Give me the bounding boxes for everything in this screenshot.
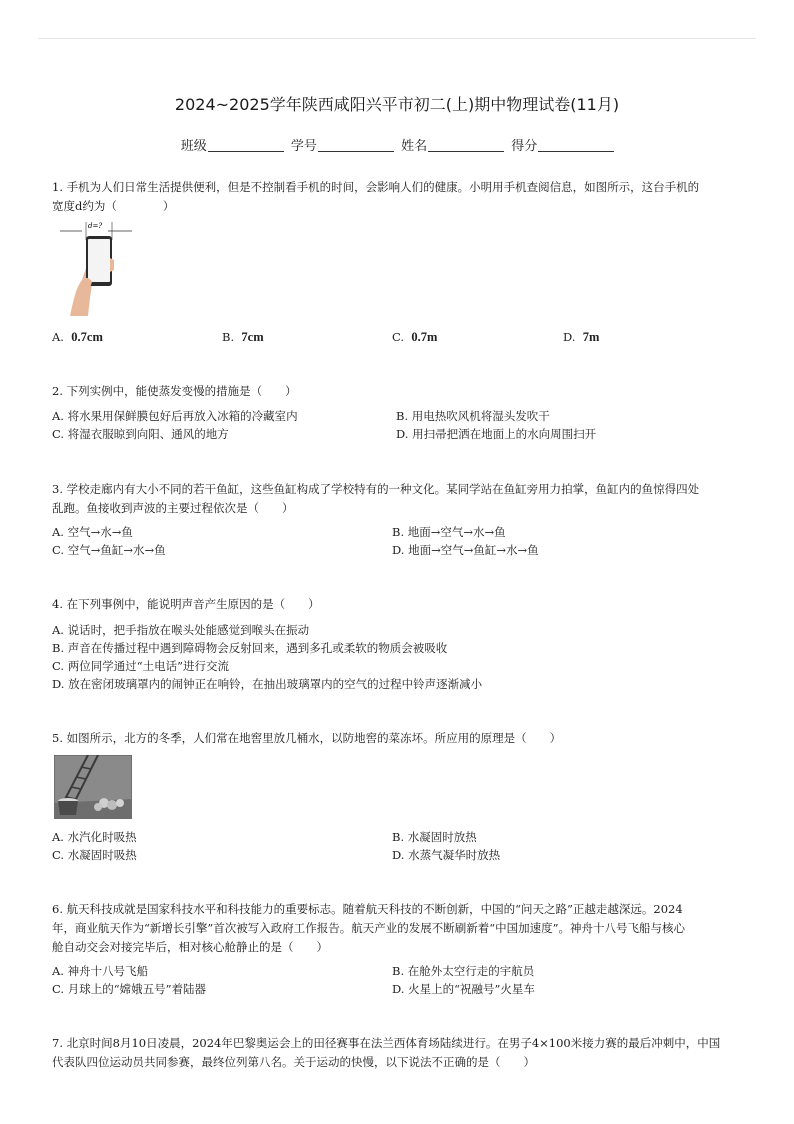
question-3 xyxy=(52,480,742,518)
question-3-line2: 乱跑。鱼接收到声波的主要过程依次是（ ） xyxy=(52,501,294,515)
question-6-line3: 舱自动交会对接完毕后，相对核心舱静止的是（ ） xyxy=(52,940,328,954)
cellar-figure xyxy=(54,755,132,819)
header-divider xyxy=(38,38,756,39)
score-blank xyxy=(538,138,614,152)
q1-option-c[interactable] xyxy=(392,328,437,346)
question-4: 4. 在下列事例中，能说明声音产生原因的是（ ） xyxy=(52,597,320,611)
option-value: 0.7cm xyxy=(71,330,103,344)
question-2: 2. 下列实例中，能使蒸发变慢的措施是（ ） xyxy=(52,384,297,398)
q3-option-a[interactable]: A. 空气→水→鱼 xyxy=(52,525,133,539)
q1-option-b[interactable] xyxy=(222,328,264,346)
q5-option-c[interactable]: C. 水凝固时吸热 xyxy=(52,848,137,862)
q1-option-d[interactable] xyxy=(563,328,599,346)
option-letter: C. xyxy=(392,330,405,344)
number-label: 学号 xyxy=(290,139,317,154)
class-blank xyxy=(208,138,284,152)
option-letter: D. xyxy=(563,330,576,344)
q6-option-b[interactable]: B. 在舱外太空行走的宇航员 xyxy=(392,964,535,978)
q4-option-b[interactable]: B. 声音在传播过程中遇到障碍物会反射回来，遇到多孔或柔软的物质会被吸收 xyxy=(52,641,448,655)
q2-option-d[interactable]: D. 用扫帚把洒在地面上的水向周围扫开 xyxy=(396,427,597,441)
option-letter: A. xyxy=(52,330,64,344)
q4-option-a[interactable]: A. 说话时，把手指放在喉头处能感觉到喉头在振动 xyxy=(52,623,310,637)
option-letter: B. xyxy=(222,330,235,344)
question-6-line1: 6. 航天科技成就是国家科技水平和科技能力的重要标志。随着航天科技的不断创新，中国的“问天之路”正越走越深远。2024 xyxy=(52,902,683,916)
question-1-line2: 宽度d约为（ ） xyxy=(52,199,175,213)
option-value: 7m xyxy=(582,330,600,344)
q2-option-c[interactable]: C. 将湿衣服晾到向阳、通风的地方 xyxy=(52,427,229,441)
class-label: 班级 xyxy=(180,139,207,154)
q5-option-a[interactable]: A. 水汽化时吸热 xyxy=(52,830,137,844)
width-label: d=? xyxy=(88,222,103,230)
question-7-line2: 代表队四位运动员共同参赛，最终位列第八名。关于运动的快慢，以下说法不正确的是（ ） xyxy=(52,1055,535,1069)
score-label: 得分 xyxy=(511,139,538,154)
name-label: 姓名 xyxy=(401,139,428,154)
paper-title: 2024~2025学年陕西咸阳兴平市初二(上)期中物理试卷(11月) xyxy=(174,95,620,114)
q6-option-a[interactable]: A. 神舟十八号飞船 xyxy=(52,964,149,978)
question-5: 5. 如图所示，北方的冬季，人们常在地窖里放几桶水，以防地窖的菜冻坏。所应用的原理是（ ） xyxy=(52,731,562,745)
q3-option-b[interactable]: B. 地面→空气→水→鱼 xyxy=(392,525,506,539)
number-blank xyxy=(318,138,394,152)
q4-option-d[interactable]: D. 放在密闭玻璃罩内的闹钟正在响铃，在抽出玻璃罩内的空气的过程中铃声逐渐减小 xyxy=(52,677,483,691)
student-info-row xyxy=(0,135,794,154)
question-7 xyxy=(52,1034,742,1072)
q6-option-d[interactable]: D. 火星上的“祝融号”火星车 xyxy=(392,982,535,996)
question-1-line1: 1. 手机为人们日常生活提供便利，但是不控制看手机的时间，会影响人们的健康。小明用手机查阅信息，如图所示，这台手机的 xyxy=(52,180,700,194)
q2-option-b[interactable]: B. 用电热吹风机将湿头发吹干 xyxy=(396,409,550,423)
question-6 xyxy=(52,900,742,957)
question-7-line1: 7. 北京时间8月10日凌晨，2024年巴黎奥运会上的田径赛事在法兰西体育场陆续进行。在男子4×100米接力赛的最后冲刺中，中国 xyxy=(52,1036,721,1050)
q4-option-c[interactable]: C. 两位同学通过“土电话”进行交流 xyxy=(52,659,229,673)
q5-option-d[interactable]: D. 水蒸气凝华时放热 xyxy=(392,848,501,862)
name-blank xyxy=(428,138,504,152)
question-6-line2: 年，商业航天作为“新增长引擎”首次被写入政府工作报告。航天产业的发展不断刷新着“中国加速度”。神舟十八号飞船与核心 xyxy=(52,921,686,935)
q1-option-a[interactable] xyxy=(52,328,103,346)
q3-option-d[interactable]: D. 地面→空气→鱼缸→水→鱼 xyxy=(392,543,539,557)
q5-option-b[interactable]: B. 水凝固时放热 xyxy=(392,830,477,844)
q6-option-c[interactable]: C. 月球上的“嫦娥五号”着陆器 xyxy=(52,982,206,996)
question-1 xyxy=(52,178,742,216)
option-value: 7cm xyxy=(241,330,264,344)
q3-option-c[interactable]: C. 空气→鱼缸→水→鱼 xyxy=(52,543,166,557)
phone-in-hand-figure xyxy=(60,218,138,322)
q2-option-a[interactable]: A. 将水果用保鲜膜包好后再放入冰箱的冷藏室内 xyxy=(52,409,298,423)
option-value: 0.7m xyxy=(411,330,438,344)
question-3-line1: 3. 学校走廊内有大小不同的若干鱼缸，这些鱼缸构成了学校特有的一种文化。某同学站在鱼缸旁用力拍掌，鱼缸内的鱼惊得四处 xyxy=(52,482,700,496)
